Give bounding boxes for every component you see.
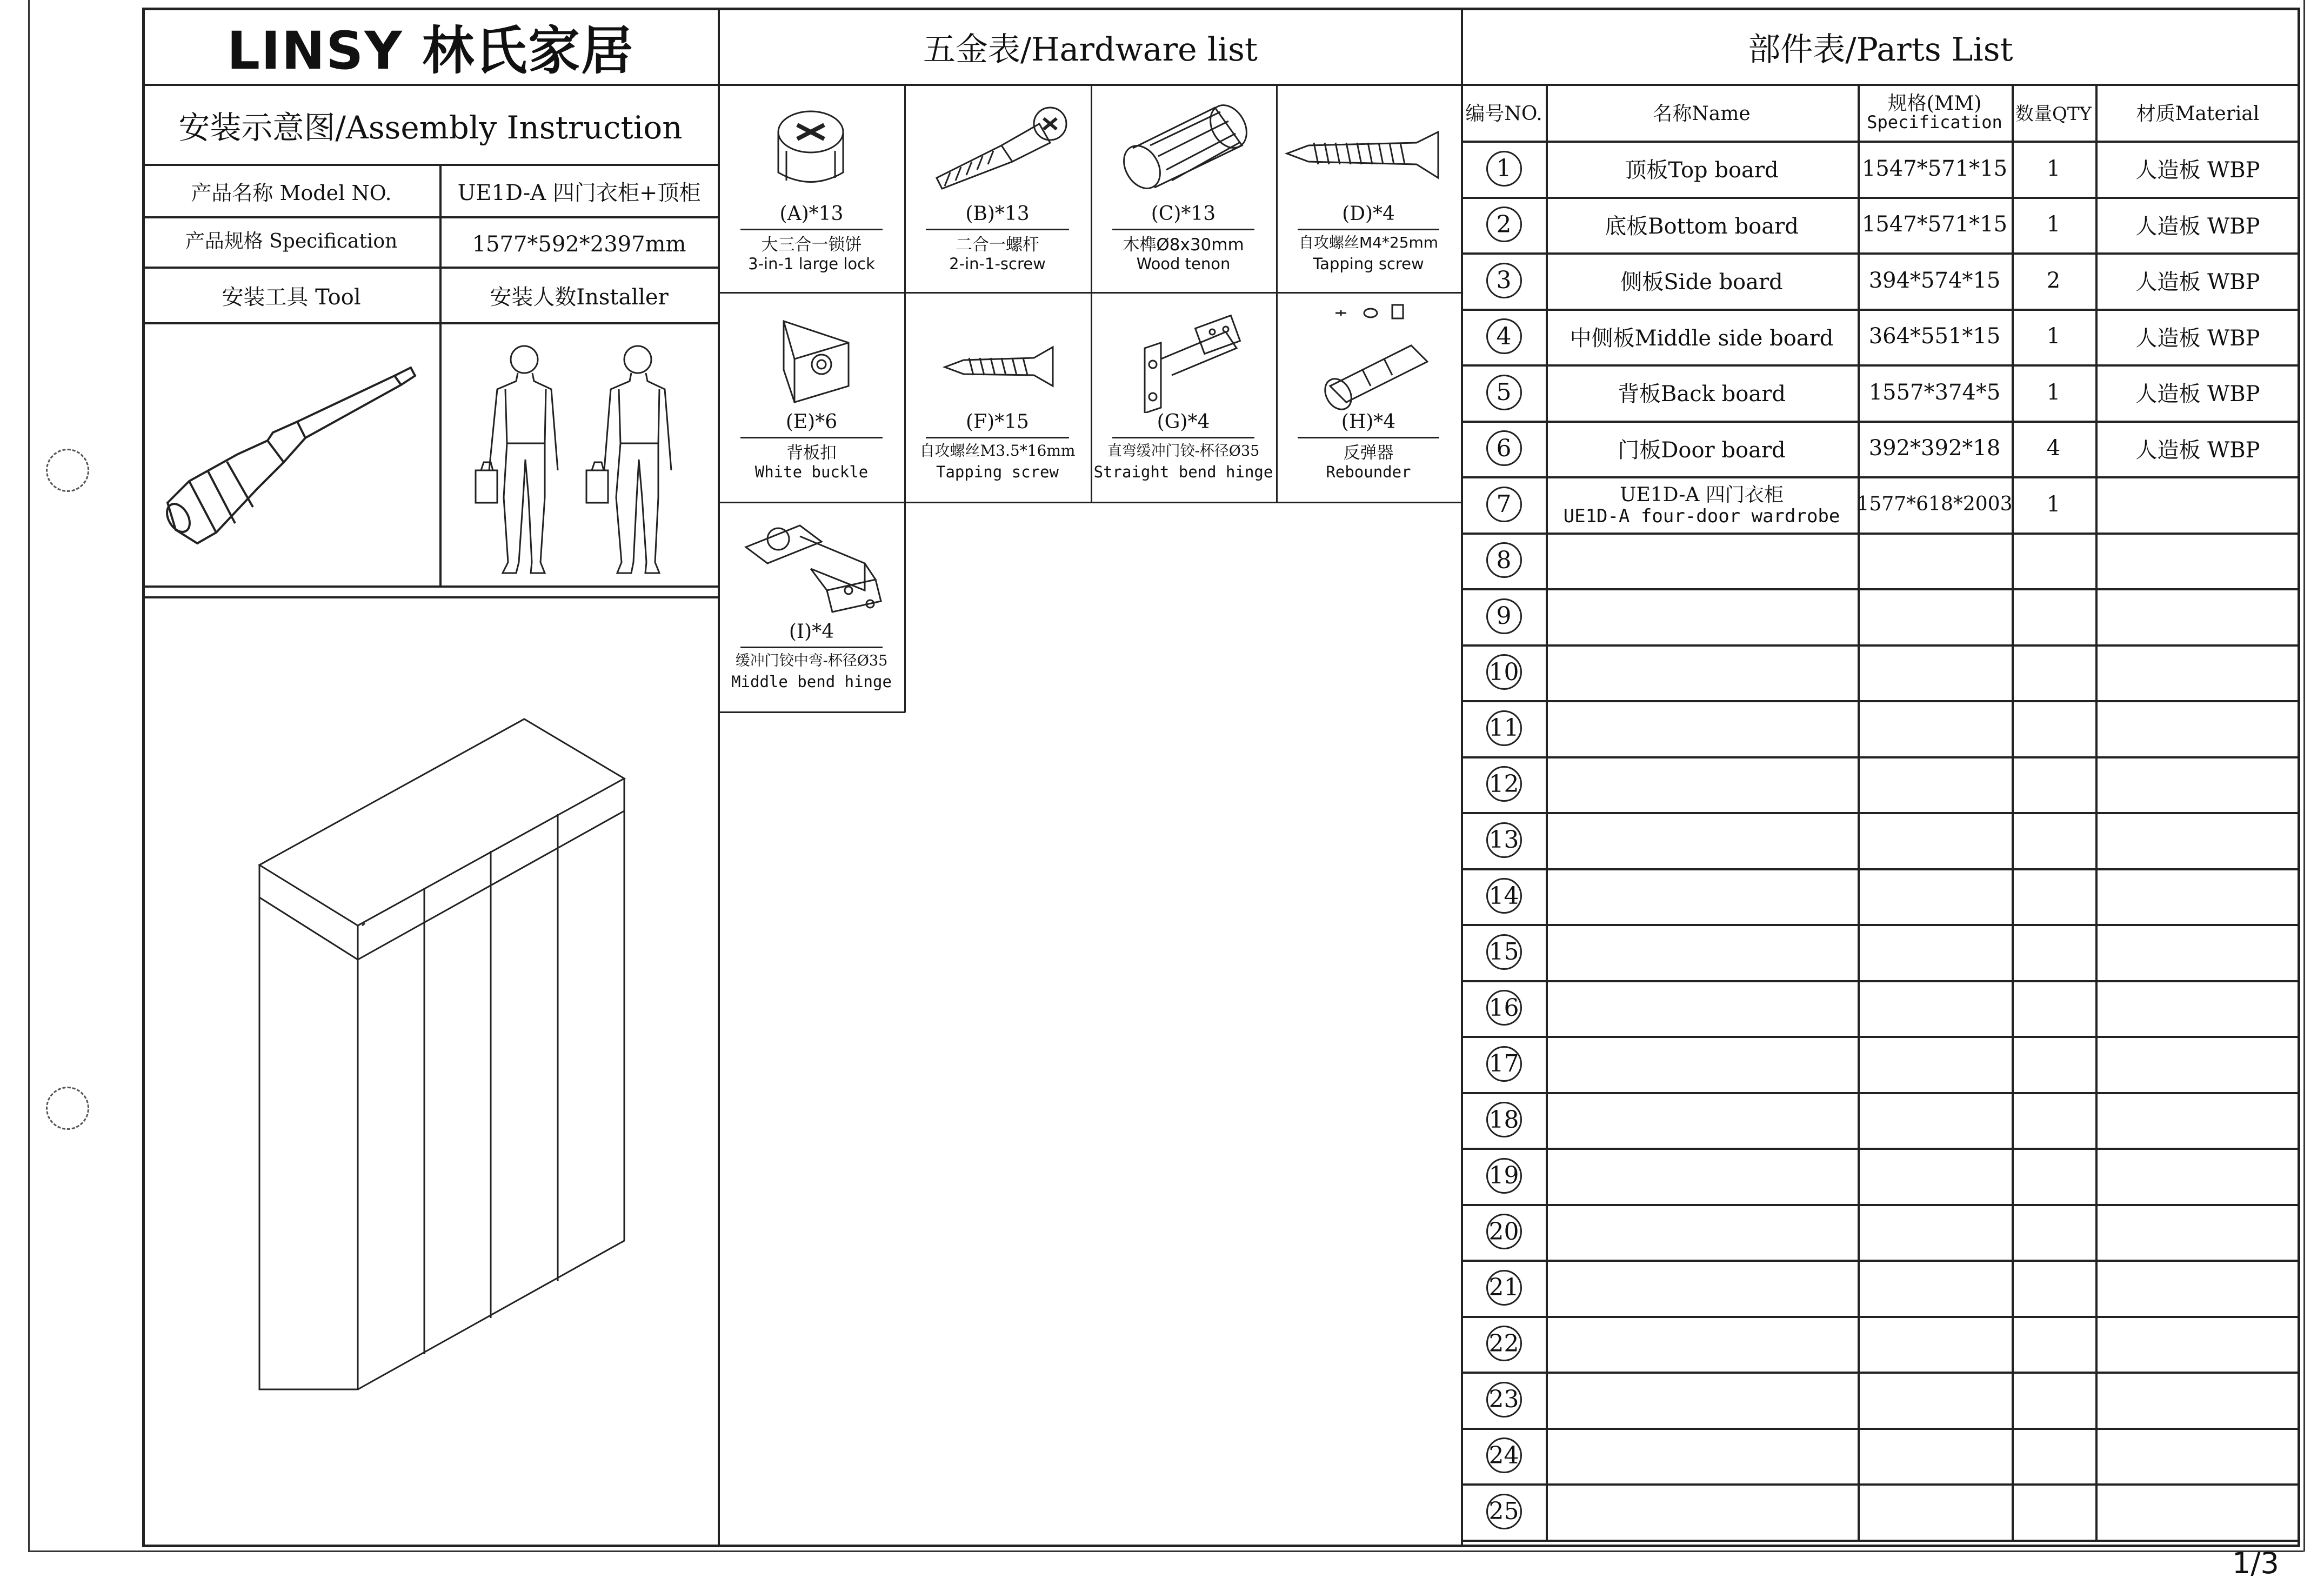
hardware-code: (I)*4 [789, 621, 834, 643]
parts-row [1462, 1260, 2300, 1316]
row-line [142, 322, 719, 324]
part-material: 人造板 WBP [2135, 270, 2260, 295]
parts-header-spec [1858, 84, 2012, 141]
part-material: 人造板 WBP [2135, 214, 2260, 239]
part-number-badge: 9 [1486, 598, 1522, 634]
parts-row [1462, 1036, 2300, 1092]
parts-row-line [1462, 1540, 2300, 1542]
parts-title: 部件表/Parts List [1748, 30, 2013, 69]
part-material [2095, 476, 2300, 533]
hardware-item-g [1091, 292, 1276, 502]
parts-row [1462, 421, 2300, 477]
hardware-name-en: Tapping screw [1313, 255, 1424, 273]
underline [740, 229, 883, 230]
part-spec: 1547*571*15 [1861, 212, 2008, 237]
part-number-badge: 17 [1486, 1046, 1522, 1082]
hardware-name-en: White buckle [754, 463, 869, 481]
part-number-badge: 23 [1486, 1382, 1522, 1417]
part-material: 人造板 WBP [2135, 382, 2260, 407]
hardware-title: 五金表/Hardware list [923, 30, 1258, 69]
hardware-name-en: 2-in-1-screw [949, 255, 1046, 273]
screwdriver-icon [157, 346, 427, 562]
model-label: 产品名称 Model NO. [191, 181, 392, 205]
parts-header-spec-zh: 规格(MM) [1887, 92, 1982, 115]
parts-row [1462, 533, 2300, 589]
parts-row [1462, 1092, 2300, 1148]
part-number-badge: 10 [1486, 654, 1522, 690]
part-spec: 394*574*15 [1868, 268, 2001, 293]
parts-header-no: 编号NO. [1465, 103, 1542, 125]
long-screw-icon [1276, 91, 1461, 205]
hardware-code: (B)*13 [965, 203, 1030, 225]
page-border-right [2303, 0, 2305, 1552]
underline [926, 437, 1069, 438]
hardware-code: (D)*4 [1342, 203, 1395, 225]
underline [1298, 437, 1439, 438]
hardware-item-e [719, 292, 904, 502]
middle-hinge-icon [719, 509, 904, 623]
model-value: UE1D-A 四门衣柜+顶柜 [457, 180, 701, 205]
hardware-name-zh: 背板扣 [786, 443, 837, 463]
part-name: 中侧板Middle side board [1570, 325, 1834, 351]
part-number-badge: 12 [1486, 766, 1522, 802]
part-spec: 1577*618*2003 [1856, 493, 2013, 516]
part-material: 人造板 WBP [2135, 158, 2260, 183]
hardware-name-zh: 二合一螺杆 [956, 235, 1039, 255]
part-qty: 1 [2046, 156, 2061, 181]
hardware-item-i [719, 502, 904, 711]
part-number-badge: 6 [1486, 430, 1522, 466]
parts-row [1462, 756, 2300, 813]
hardware-code: (G)*4 [1157, 411, 1210, 433]
part-number-badge: 7 [1486, 487, 1522, 522]
part-name: 背板Back board [1618, 382, 1786, 407]
installer-persons-icon [465, 335, 697, 584]
parts-row [1462, 476, 2300, 533]
part-number-badge: 1 [1486, 151, 1522, 187]
hardware-name-zh: 大三合一锁饼 [761, 235, 862, 255]
parts-row [1462, 1372, 2300, 1428]
part-material: 人造板 WBP [2135, 325, 2260, 351]
hardware-code: (F)*15 [966, 411, 1029, 433]
part-number-badge: 19 [1486, 1158, 1522, 1194]
part-qty: 1 [2046, 324, 2061, 349]
parts-row [1462, 1148, 2300, 1204]
underline [1112, 437, 1254, 438]
part-qty: 4 [2046, 436, 2061, 461]
part-number-badge: 8 [1486, 542, 1522, 578]
hardware-name-en: Middle bend hinge [731, 673, 892, 691]
hardware-item-c [1091, 84, 1276, 292]
parts-row [1462, 1428, 2300, 1484]
part-qty: 1 [2046, 491, 2061, 517]
parts-row [1462, 588, 2300, 644]
part-name: 侧板Side board [1620, 270, 1783, 295]
part-number-badge: 14 [1486, 878, 1522, 914]
page-title: 安装示意图/Assembly Instruction [178, 109, 683, 146]
wardrobe-diagram [238, 714, 643, 1416]
part-number-badge: 21 [1486, 1270, 1522, 1306]
cam-lock-icon [719, 91, 904, 205]
part-number-badge: 22 [1486, 1326, 1522, 1361]
hardware-code: (E)*6 [785, 411, 838, 433]
hardware-item-d [1276, 84, 1461, 292]
parts-row [1462, 924, 2300, 980]
parts-row [1462, 141, 2300, 197]
part-name: 门板Door board [1618, 437, 1786, 463]
part-name [1546, 476, 1858, 533]
binder-hole-top [46, 449, 89, 492]
hardware-name-zh: 自攻螺丝M4*25mm [1298, 234, 1439, 251]
part-number-badge: 5 [1486, 375, 1522, 410]
binder-hole-bottom [46, 1087, 89, 1130]
part-name: 顶板Top board [1625, 158, 1779, 183]
underline [1298, 229, 1439, 230]
part-spec: 392*392*18 [1868, 436, 2001, 461]
part-number-badge: 15 [1486, 934, 1522, 970]
parts-header-material: 材质Material [2136, 103, 2260, 125]
parts-row [1462, 868, 2300, 924]
parts-row [1462, 364, 2300, 421]
parts-row [1462, 309, 2300, 365]
parts-row [1462, 980, 2300, 1036]
hardware-code: (C)*13 [1151, 203, 1216, 225]
straight-hinge-icon [1091, 300, 1276, 413]
tool-label: 安装工具 Tool [222, 284, 361, 310]
page-border-bottom [28, 1550, 2303, 1552]
part-number-badge: 2 [1486, 207, 1522, 242]
corner-bracket-icon [719, 300, 904, 413]
part-qty: 2 [2046, 268, 2061, 293]
wood-dowel-icon [1091, 91, 1276, 205]
parts-row [1462, 1204, 2300, 1260]
parts-row [1462, 197, 2300, 253]
underline [926, 229, 1069, 230]
parts-header-spec-en: Specification [1867, 112, 2002, 132]
part-number-badge: 13 [1486, 822, 1522, 858]
underline [740, 437, 883, 438]
underline [740, 647, 883, 648]
hardware-name-zh: 反弹器 [1343, 443, 1394, 463]
hardware-item-b [904, 84, 1091, 292]
part-number-badge: 11 [1486, 710, 1522, 746]
parts-header-qty: 数量QTY [2015, 103, 2092, 125]
hardware-name-en: Straight bend hinge [1093, 463, 1273, 481]
part-spec: 1557*374*5 [1868, 380, 2001, 405]
hardware-item-a [719, 84, 904, 292]
part-spec: 1547*571*15 [1861, 156, 2008, 181]
parts-row [1462, 812, 2300, 868]
hardware-code: (A)*13 [779, 203, 844, 225]
part-name-en: UE1D-A four-door wardrobe [1563, 505, 1840, 527]
hardware-name-en: Tapping screw [936, 463, 1059, 481]
part-name: 底板Bottom board [1605, 214, 1799, 239]
hardware-name-en: Wood tenon [1136, 255, 1231, 273]
part-number-badge: 25 [1486, 1494, 1522, 1529]
connector-bolt-icon [904, 91, 1091, 205]
page-number: 1/3 [2232, 1546, 2279, 1580]
hardware-name-zh: 木榫Ø8x30mm [1123, 235, 1244, 255]
hardware-name-zh: 缓冲门铰中弯-杯径Ø35 [735, 653, 888, 669]
hardware-name-zh: 自攻螺丝M3.5*16mm [919, 442, 1076, 460]
part-number-badge: 18 [1486, 1102, 1522, 1137]
hardware-name-en: 3-in-1 large lock [748, 255, 875, 273]
brand-logo: LINSY 林氏家居 [226, 21, 635, 81]
hardware-name-zh: 直弯缓冲门铰-杯径Ø35 [1107, 443, 1260, 460]
part-name-zh: UE1D-A 四门衣柜 [1620, 484, 1784, 506]
part-material: 人造板 WBP [2135, 437, 2260, 463]
part-number-badge: 20 [1486, 1214, 1522, 1249]
part-qty: 1 [2046, 380, 2061, 405]
rebounder-icon [1276, 300, 1461, 413]
page-border-left [28, 0, 30, 1552]
part-number-badge: 4 [1486, 318, 1522, 354]
part-qty: 1 [2046, 212, 2061, 237]
hw-line [719, 711, 905, 713]
part-number-badge: 3 [1486, 263, 1522, 298]
underline [1112, 229, 1254, 230]
parts-header-name: 名称Name [1653, 103, 1751, 125]
parts-row [1462, 1316, 2300, 1372]
spec-value: 1577*592*2397mm [472, 231, 686, 257]
hardware-name-en: Rebounder [1326, 463, 1411, 481]
short-screw-icon [904, 300, 1091, 413]
parts-row [1462, 1483, 2300, 1540]
part-number-badge: 24 [1486, 1437, 1522, 1473]
parts-row [1462, 700, 2300, 756]
hardware-item-h [1276, 292, 1461, 502]
part-spec: 364*551*15 [1868, 324, 2001, 349]
installer-label: 安装人数Installer [490, 284, 669, 310]
spec-label: 产品规格 Specification [185, 230, 398, 252]
part-number-badge: 16 [1486, 990, 1522, 1026]
hardware-code: (H)*4 [1341, 411, 1396, 433]
row-line [142, 596, 719, 598]
parts-row [1462, 252, 2300, 309]
hardware-item-f [904, 292, 1091, 502]
parts-row [1462, 644, 2300, 701]
row-line [142, 585, 719, 588]
